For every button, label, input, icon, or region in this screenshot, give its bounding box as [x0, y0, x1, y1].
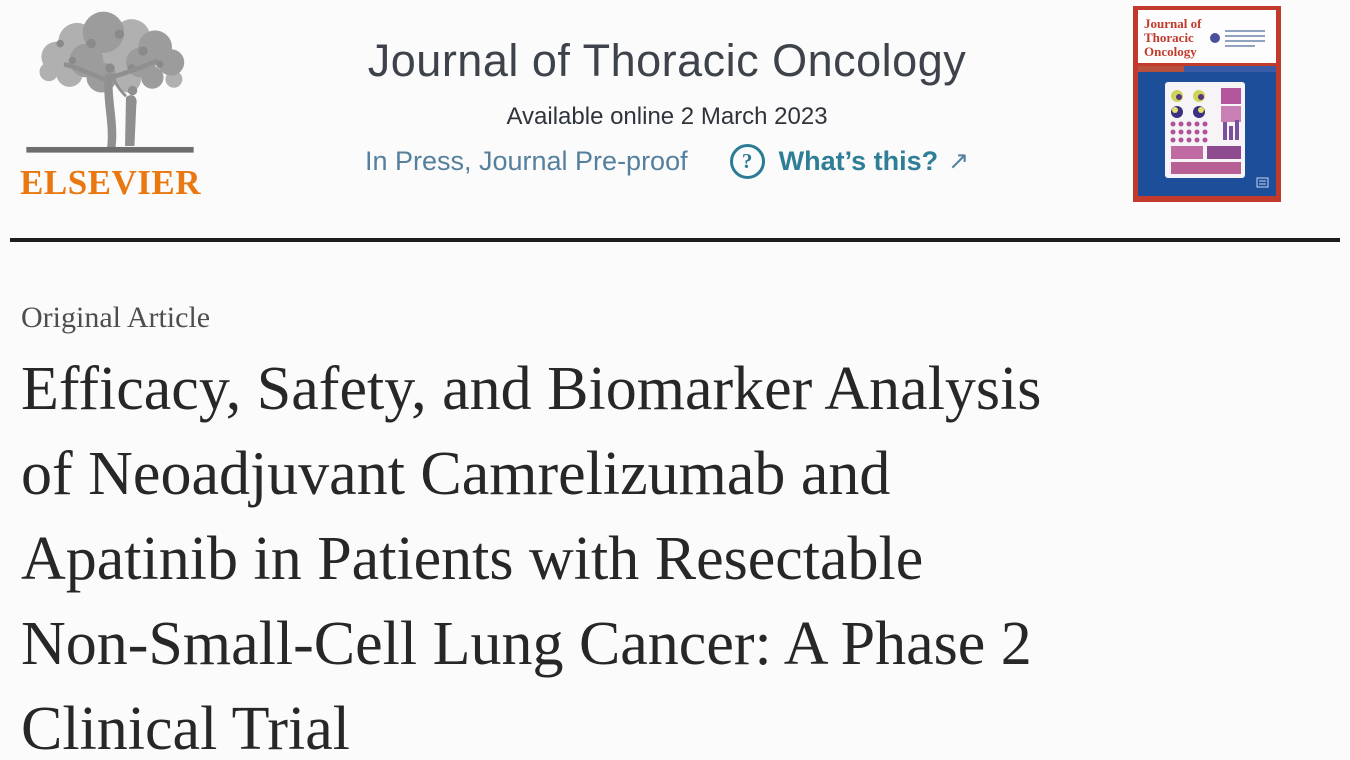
cover-title-line-1: Journal of	[1144, 16, 1202, 31]
question-circle-icon[interactable]: ?	[730, 144, 765, 179]
cover-title-line-3: Oncology	[1144, 44, 1197, 59]
article-title	[21, 347, 1281, 760]
article-front-matter	[0, 242, 1350, 760]
elsevier-wordmark: ELSEVIER	[20, 163, 202, 202]
journal-title-link[interactable]: Journal of Thoracic Oncology	[367, 35, 967, 86]
publication-status-row	[201, 144, 1133, 179]
in-press-link[interactable]: In Press, Journal Pre-proof	[364, 145, 688, 176]
article-category-label: Original Article	[21, 301, 211, 334]
external-link-icon: ↗	[948, 147, 970, 175]
journal-header	[0, 0, 1350, 202]
journal-cover-thumbnail[interactable]	[1133, 6, 1281, 202]
article-title-line: of Neoadjuvant Camrelizumab and	[21, 440, 891, 508]
journal-info	[201, 6, 1133, 179]
article-title-line: Clinical Trial	[21, 695, 350, 760]
article-title-line: Efficacy, Safety, and Biomarker Analysis	[21, 355, 1042, 423]
cover-title-line-2: Thoracic	[1144, 30, 1194, 45]
article-title-line: Apatinib in Patients with Resectable	[21, 525, 924, 593]
elsevier-logo[interactable]	[20, 6, 201, 200]
article-title-line: Non-Small-Cell Lung Cancer: A Phase 2	[21, 610, 1032, 678]
whats-this-link[interactable]: What’s this?	[778, 145, 939, 176]
elsevier-tree-icon	[20, 6, 200, 162]
available-online-date: Available online 2 March 2023	[506, 102, 828, 130]
